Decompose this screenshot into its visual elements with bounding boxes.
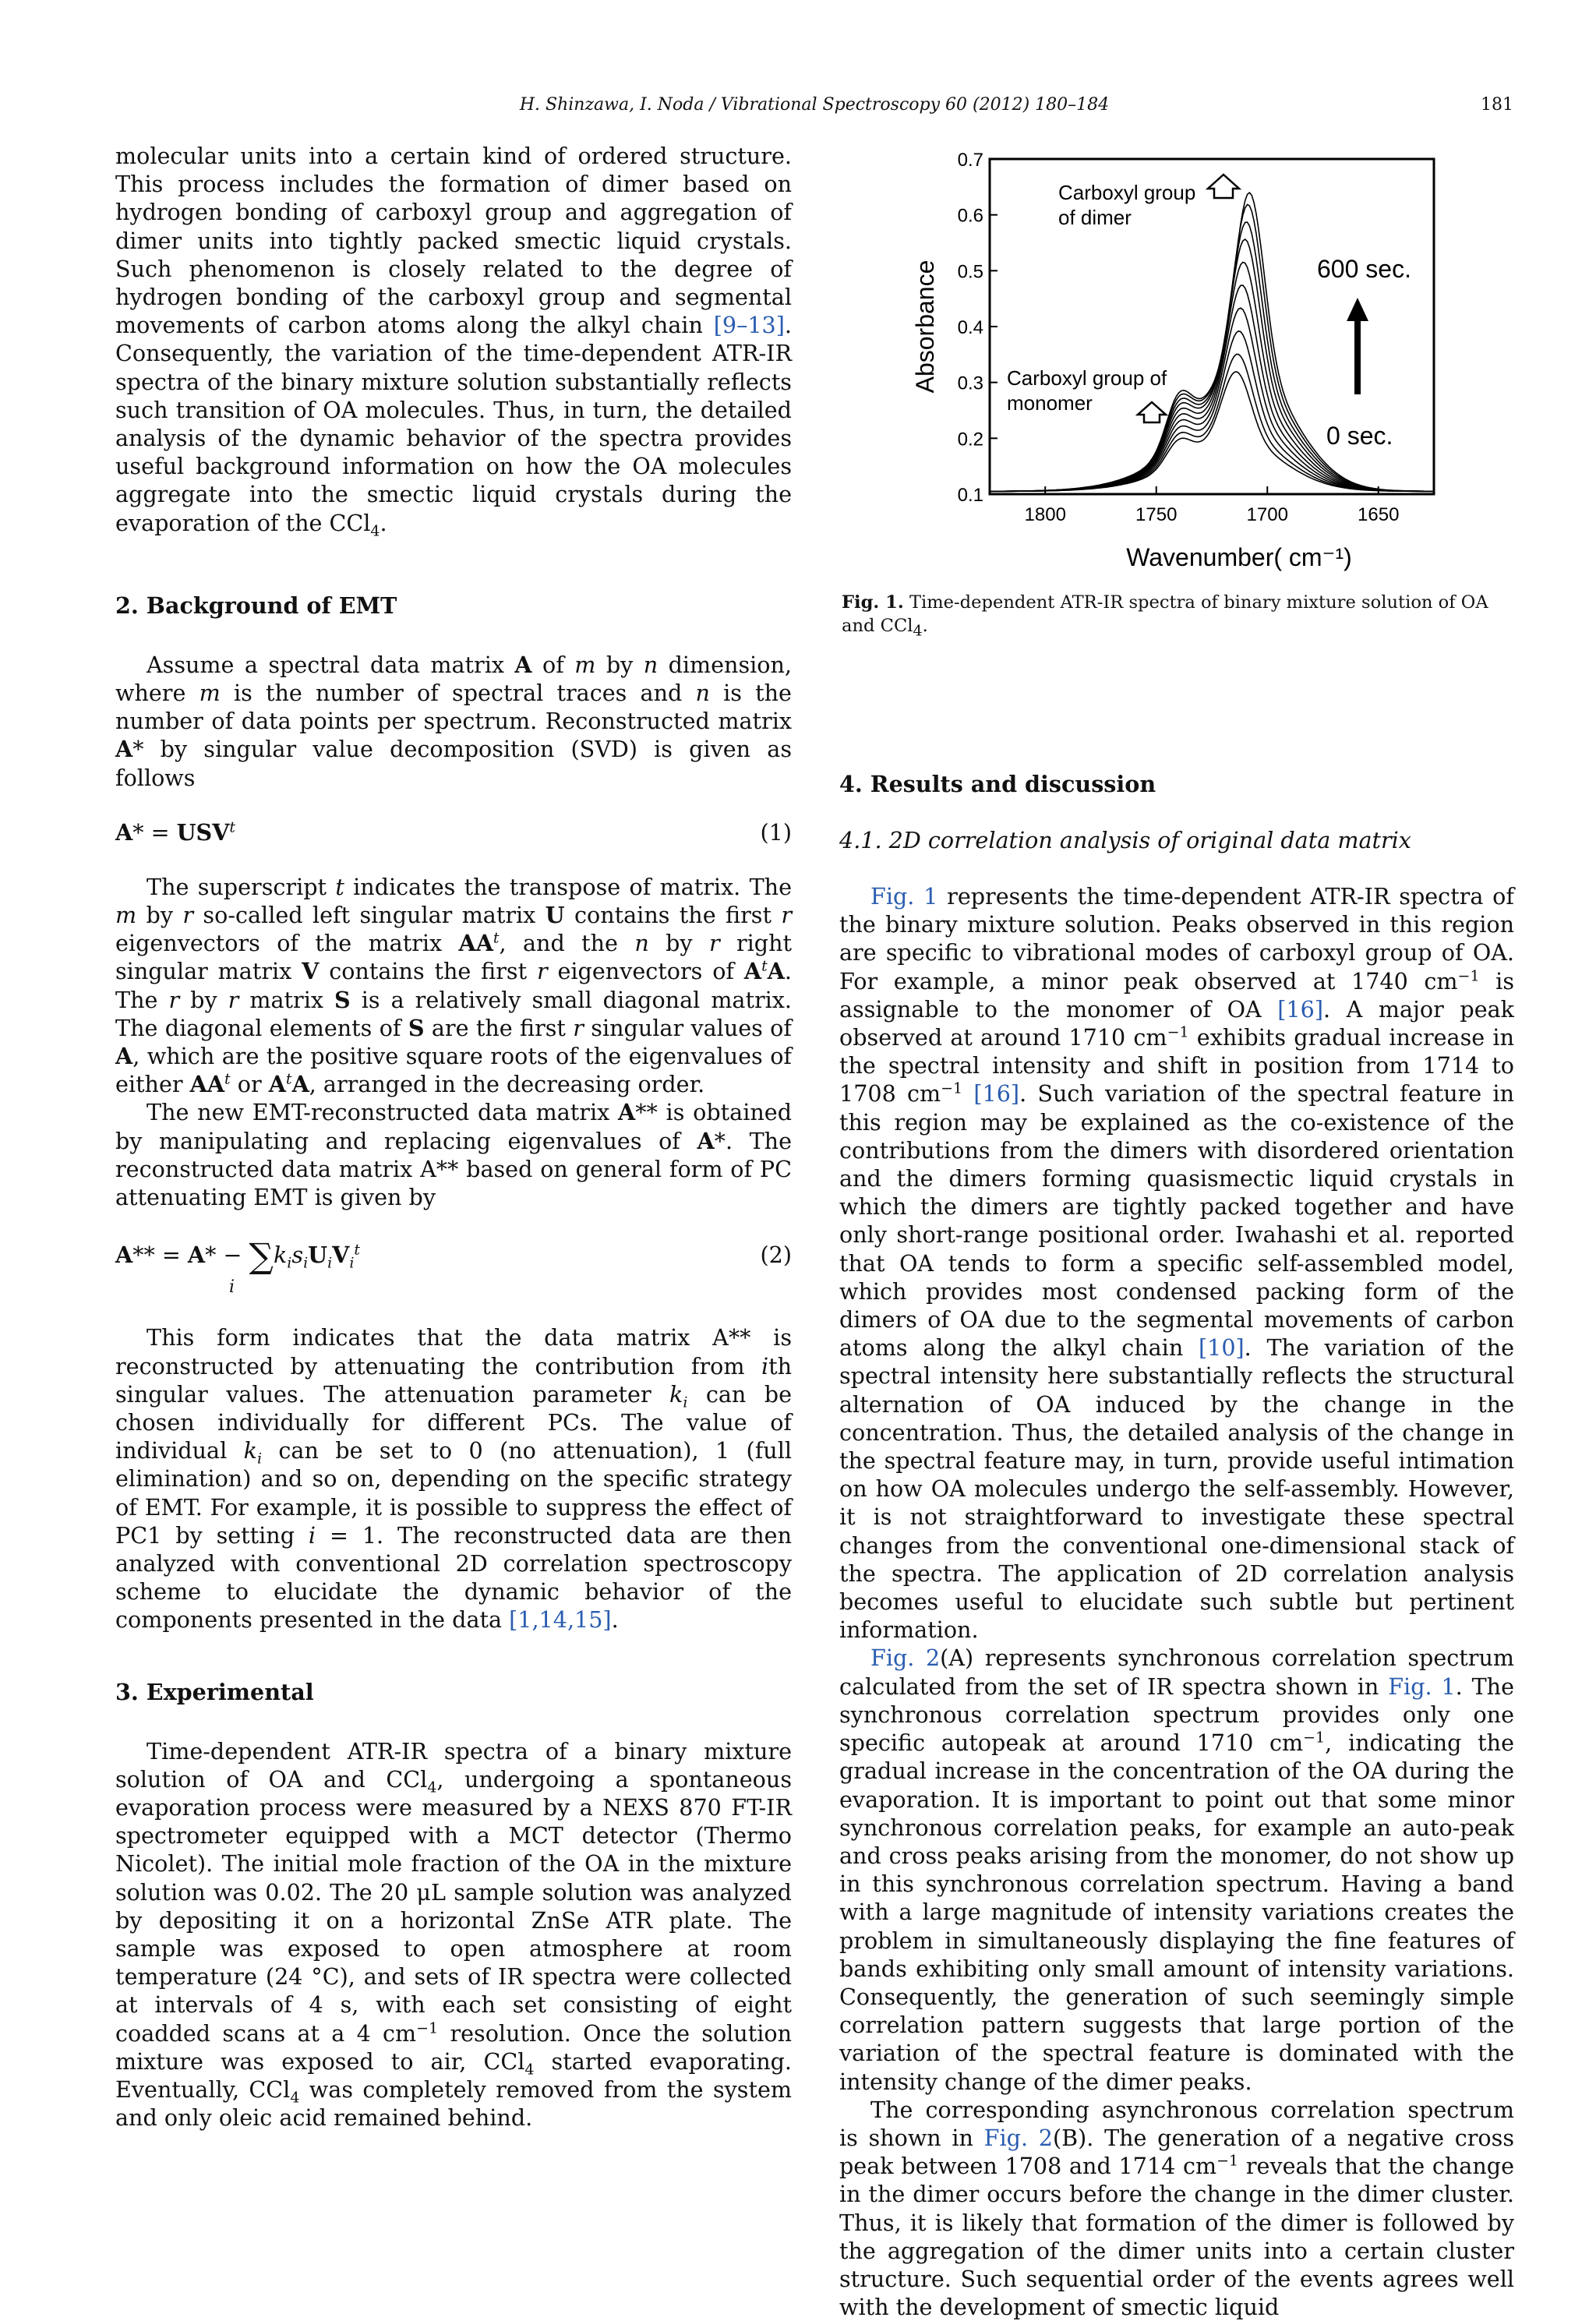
equation-1: $A* = USV^t$ (1)	[115, 814, 792, 851]
paragraph: Assume a spectral data matrix A of m by n dimension, where m is the number of spectral traces and n is the number of data points per spectrum. Reconstructed matrix A* by singular value decomposition (SVD) is given as follows	[115, 651, 793, 791]
page-header	[115, 95, 1513, 126]
y-tick-label: 0.6	[957, 205, 983, 227]
figure-link[interactable]: Fig. 1	[1388, 1673, 1456, 1700]
time-label-top: 600 sec.	[1317, 255, 1411, 283]
annotation-monomer: monomer	[1007, 391, 1093, 415]
annotation-dimer: Carboxyl group	[1058, 181, 1196, 204]
equation-2: $A** = A* - \sum k_is_iU_iV_i^t$ i (2)	[115, 1233, 792, 1295]
intro-paragraph: molecular units into a certain kind of ordered structure. This process includes the formation of dimer based on hydrogen bonding of carboxyl group and aggregation of dimer units into tightly packed smectic liquid crystals. Such phenomenon is closely related to the degree of hydrogen bonding of the carboxyl group and segmental movements of carbon atoms along the alkyl chain [9–13]. Consequently, the variation of the time-dependent ATR-IR spectra of the binary mixture solution substantially reflects such transition of OA molecules. Thus, in turn, the detailed analysis of the dynamic behavior of the spectra provides useful background information on how the OA molecules aggregate into the smectic liquid crystals during the evaporation of the CCl$_4$.	[115, 143, 792, 540]
paragraph: Fig. 1 represents the time-dependent ATR-IR spectra of the binary mixture solution. Peaks observed in this region are specific to vibrational modes of carboxyl group of OA. For example, a minor peak observed at 1740 $cm^{-1}$ is assignable to the monomer of OA [16]. A major peak observed at around 1710 $cm^{-1}$ exhibits gradual increase in the spectral intensity and shift in position from 1714 to 1708 $cm^{-1}$ [16]. Such variation of the spectral feature in this region may be explained as the co-existence of the contributions from the dimers with disordered orientation and the dimers forming quasismectic liquid crystals in which the dimers are tightly packed together and have only short-range positional order. Iwahashi et al. reported that OA tends to form a specific self-assembled model, which provides most condensed packing form of the dimers of OA due to the segmental movements of carbon atoms along the alkyl chain [10]. The variation of the spectral intensity here substantially reflects the structural alternation of OA induced by the change in the concentration. Thus, the detailed analysis of the change in the spectral feature may, in turn, provide useful intimation on how OA molecules undergo the self-assembly. However, it is not straightforward to investigate these spectral changes from the conventional one-dimensional stack of the spectra. The application of 2D correlation analysis becomes useful to elucidate such subtle but pertinent information.	[839, 883, 1515, 1644]
section-heading: 3. Experimental	[115, 1678, 314, 1705]
y-tick-label: 0.7	[957, 150, 983, 171]
running-title: H. Shinzawa, I. Noda / Vibrational Spectroscopy 60 (2012) 180–184	[519, 95, 1110, 115]
y-tick-label: 0.4	[957, 317, 983, 338]
y-tick-label: 0.2	[957, 429, 983, 450]
page-number: 181	[1481, 95, 1513, 115]
section-heading: 4. Results and discussion	[839, 771, 1156, 797]
citation-link[interactable]: [16]	[973, 1080, 1020, 1108]
annotation-monomer: Carboxyl group of	[1007, 366, 1167, 390]
figure-link[interactable]: Fig. 2	[870, 1644, 941, 1672]
x-tick-label: 1700	[1246, 504, 1288, 525]
y-tick-label: 0.5	[957, 261, 983, 283]
x-tick-label: 1750	[1135, 504, 1178, 525]
citation-link[interactable]: [1,14,15]	[509, 1606, 612, 1634]
paragraph: This form indicates that the data matrix A** is reconstructed by attenuating the contribution from ith singular values. The attenuation parameter $k_i$ can be chosen individually for different PCs. The value of individual $k_i$ can be set to 0 (no attenuation), 1 (full elimination) and so on, depending on the specific strategy of EMT. For example, it is possible to suppress the effect of PC1 by setting i = 1. The reconstructed data are then analyzed with conventional 2D correlation spectroscopy scheme to elucidate the dynamic behavior of the components presented in the data [1,14,15].	[115, 1324, 792, 1634]
figure-link[interactable]: Fig. 1	[870, 883, 938, 910]
paragraph: The corresponding asynchronous correlation spectrum is shown in Fig. 2(B). The generation of a negative cross peak between 1708 and 1714 $cm^{-1}$ reveals that the change in the dimer occurs before the change in the dimer cluster. Thus, it is likely that formation of the dimer is followed by the aggregation of the dimer units into a certain cluster structure. Such sequential order of the events agrees well with the development of smectic liquid	[839, 2096, 1514, 2321]
citation-link[interactable]: [10]	[1198, 1334, 1245, 1362]
paragraph: The superscript t indicates the transpose of matrix. The m by r so-called left singular matrix U contains the first r eigenvectors of the matrix $AA^t$, and the n by r right singular matrix V contains the first r eigenvectors of $A^tA$. The r by r matrix S is a relatively small diagonal matrix. The diagonal elements of S are the first r singular values of A, which are the positive square roots of the eigenvalues of either $AA^t$ or $A^tA$, arranged in the decreasing order.	[115, 873, 792, 1098]
annotation-dimer: of dimer	[1058, 206, 1132, 229]
spectra-chart	[912, 145, 1442, 581]
subsection-heading: 4.1. 2D correlation analysis of original data matrix	[839, 827, 1411, 853]
paragraph: The new EMT-reconstructed data matrix A** is obtained by manipulating and replacing eigenvalues of A*. The reconstructed data matrix A** based on general form of PC attenuating EMT is given by	[115, 1099, 793, 1211]
left-column	[115, 142, 792, 2132]
x-axis-label: Wavenumber( cm⁻¹)	[1126, 543, 1352, 571]
right-column	[839, 770, 1514, 2321]
y-axis-label: Absorbance	[912, 260, 939, 394]
paragraph: Time-dependent ATR-IR spectra of a binary mixture solution of OA and CCl$_4$, undergoing a spontaneous evaporation process were measured by a NEXS 870 FT-IR spectrometer equipped with a MCT detector (Thermo Nicolet). The initial mole fraction of the OA in the mixture solution was 0.02. The 20 μL sample solution was analyzed by depositing it on a horizontal ZnSe ATR plate. The sample was exposed to open atmosphere at room temperature (24 °C), and sets of IR spectra were collected at intervals of 4 s, with each set consisting of eight coadded scans at a 4 $cm^{-1}$ resolution. Once the solution mixture was exposed to air, CCl$_4$ started evaporating. Eventually, CCl$_4$ was completely removed from the system and only oleic acid remained behind.	[115, 1737, 793, 2132]
paragraph: Fig. 2(A) represents synchronous correlation spectrum calculated from the set of IR spectra shown in Fig. 1. The synchronous correlation spectrum provides only one specific autopeak at around 1710 $cm^{-1}$, indicating the gradual increase in the concentration of the OA during the evaporation. It is important to point out that some minor synchronous correlation peaks, for example an auto-peak and cross peaks arising from the monomer, do not show up in this synchronous correlation spectrum. Having a band with a large magnitude of intensity variations creates the problem in simultaneously displaying the fine features of bands exhibiting only small amount of intensity variations. Consequently, the generation of such seemingly simple correlation pattern suggests that large portion of the variation of the spectral feature is dominated with the intensity change of the dimer peaks.	[839, 1644, 1514, 2095]
section-heading: 2. Background of EMT	[115, 592, 397, 619]
citation-link[interactable]: [9–13]	[713, 312, 785, 339]
figure-caption: Fig. 1. Time-dependent ATR-IR spectra of binary mixture solution of OA and CCl$_4$.	[842, 592, 1488, 640]
figure-link[interactable]: Fig. 2	[983, 2124, 1053, 2151]
time-label-bottom: 0 sec.	[1326, 422, 1393, 450]
x-tick-label: 1650	[1358, 504, 1400, 525]
x-tick-label: 1800	[1024, 504, 1066, 525]
monomer-arrow-icon	[1138, 402, 1166, 422]
y-tick-label: 0.3	[957, 373, 983, 394]
figure-1	[912, 145, 1442, 581]
equation-number: (2)	[760, 1242, 792, 1269]
equation-number: (1)	[760, 818, 792, 846]
y-tick-label: 0.1	[957, 485, 983, 506]
dimer-arrow-icon	[1208, 175, 1239, 198]
citation-link[interactable]: [16]	[1277, 995, 1323, 1023]
